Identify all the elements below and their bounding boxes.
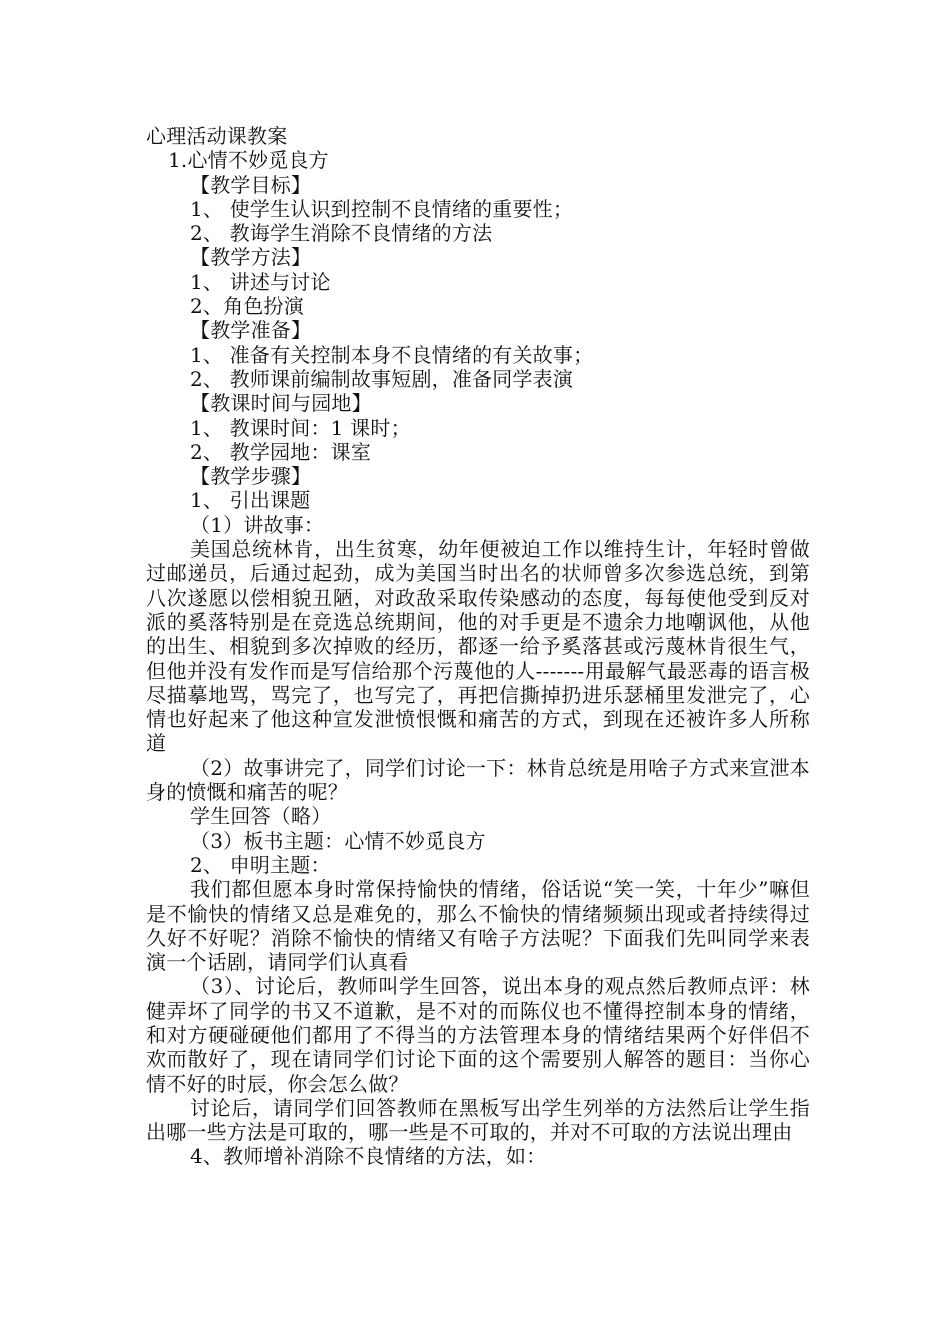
time-place-item: 2、 教学园地：课室 [190,439,372,464]
prep-heading: 【教学准备】 [190,318,312,343]
goal-item: 1、 使学生认识到控制不良情绪的重要性； [190,196,574,221]
prep-item: 1、 准备有关控制本身不良情绪的有关故事； [190,342,594,367]
sub-step-item: （3）板书主题：心情不妙觅良方 [190,828,486,853]
step-item: 4、教师增补消除不良情绪的方法，如： [190,1144,547,1169]
theme-paragraph: 我们都但愿本身时常保持愉快的情绪，俗话说“笑一笑，十年少”嘛但是不愉快的情绪又总是难免的，那么不愉快的情绪频频出现或者持续得过久好不好呢？消除不愉快的情绪又有啥子方法呢？下面我们先叫同学来表演一个话剧，请同学们认真看 [146,877,810,975]
method-item: 2、角色扮演 [190,294,304,319]
methods-heading: 【教学方法】 [190,245,312,270]
step-item: 2、 申明主题： [190,852,331,877]
goal-item: 2、 教诲学生消除不良情绪的方法 [190,221,493,246]
discussion-paragraph: 讨论后，请同学们回答教师在黑板写出学生列举的方法然后让学生指出哪一些方法是可取的，哪一些是不可取的，并对不可取的方法说出理由 [146,1095,810,1145]
goals-heading: 【教学目标】 [190,172,312,197]
teacher-review-paragraph: （3）、讨论后，教师叫学生回答，说出本身的观点然后教师点评：林健弄坏了同学的书又不道歉，是不对的而陈仪也不懂得控制本身的情绪，和对方硬碰硬他们都用了不得当的方法管理本身的情绪结果两个好伴侣不欢而散好了，现在请同学们讨论下面的这个需要别人解答的题目：当你心情不好的时辰，你会怎么做？ [146,974,810,1096]
lesson-title: 1.心情不妙觅良方 [168,148,329,173]
steps-heading: 【教学步骤】 [190,464,312,489]
discussion-question-paragraph: （2）故事讲完了，同学们讨论一下：林肯总统是用啥子方式来宣泄本身的愤慨和痛苦的呢？ [146,755,810,805]
document-title: 心理活动课教案 [146,124,288,148]
story-paragraph: 美国总统林肯，出生贫寒，幼年便被迫工作以维持生计，年轻时曾做过邮递员，后通过起劲，成为美国当时出名的状师曾多次参选总统，到第八次遂愿以偿相貌丑陋，对政敌采取传染感动的态度，每每使他受到反对派的奚落特别是在竞选总统期间，他的对手更是不遗余力地嘲讽他，从他的出生、相貌到多次掉败的经历，都逐一给予奚落甚或污蔑林肯很生气，但他并没有发作而是写信给那个污蔑他的人-------用最解气最恶毒的语言极尽描摹地骂，骂完了，也写完了，再把信撕掉扔进乐瑟桶里发泄完了，心情也好起来了他这种宣发泄愤恨慨和痛苦的方式，到现在还被许多人所称道 [146,537,810,756]
sub-step-item: （1）讲故事： [190,512,325,537]
step-item: 1、 引出课题 [190,488,311,513]
student-answer-line: 学生回答（略） [190,804,332,829]
prep-item: 2、 教师课前编制故事短剧，准备同学表演 [190,366,574,391]
time-place-heading: 【教课时间与园地】 [190,391,372,416]
method-item: 1、 讲述与讨论 [190,269,331,294]
time-place-item: 1、 教课时间：1 课时； [190,415,411,440]
document-body [146,124,810,1169]
